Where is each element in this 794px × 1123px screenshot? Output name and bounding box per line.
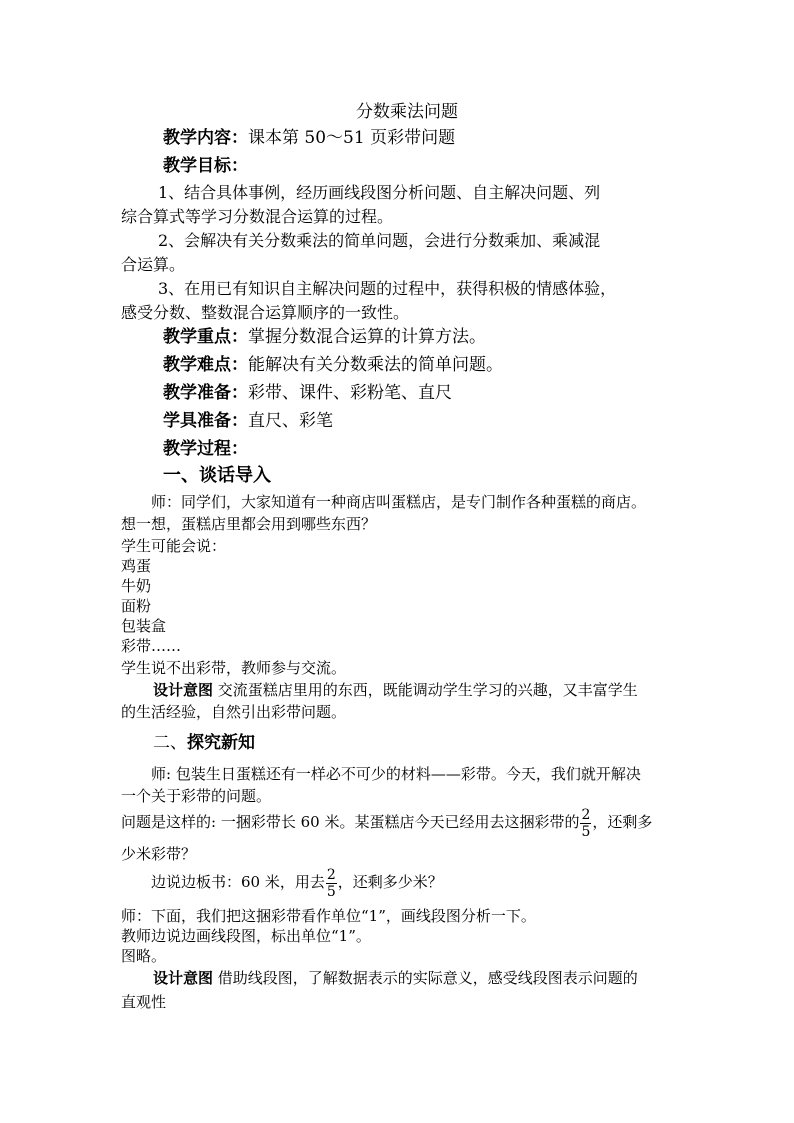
teaching-key-point-text: 掌握分数混合运算的计算方法。 (248, 327, 486, 347)
fraction-numerator: 2 (581, 806, 591, 823)
design-intent-text: 交流蛋糕店里用的东西，既能调动学生学习的兴趣，又丰富学生 (213, 681, 638, 699)
teaching-preparation-label: 教学准备： (163, 383, 248, 403)
fraction-two-fifths (580, 808, 591, 839)
problem-statement-line-1 (121, 804, 652, 842)
teaching-key-point-label: 教学重点： (163, 327, 248, 347)
section-1-heading: 一、谈话导入 (163, 465, 271, 486)
section-2-p1-line-1: 师: 包装生日蛋糕还有一样必不可少的材料——彩带。今天，我们就开解决 (151, 765, 641, 783)
teaching-content-text: 课本第 50～51 页彩带问题 (248, 128, 456, 148)
section-2-number: 二、 (153, 733, 187, 753)
section-1-design-intent-line-2: 的生活经验，自然引出彩带问题。 (121, 703, 347, 721)
fraction-denominator: 5 (326, 883, 336, 900)
section-1-p1-line-2: 想一想，蛋糕店里都会用到哪些东西？ (121, 515, 377, 533)
teaching-process-heading (163, 440, 248, 460)
teaching-goals-label: 教学目标： (163, 156, 248, 176)
teacher-line-2: 教师边说边画线段图，标出单位“1”。 (121, 927, 371, 945)
teaching-difficulty-text: 能解决有关分数乘法的简单问题。 (248, 355, 503, 375)
student-preparation (163, 412, 333, 432)
board-writing (151, 864, 443, 902)
fraction-numerator: 2 (326, 866, 336, 883)
problem-text-b: ，还剩多 (592, 813, 653, 832)
section-1-p1-line-1: 师：同学们，大家知道有一种商店叫蛋糕店，是专门制作各种蛋糕的商店。 (151, 493, 647, 511)
list-item: 彩带…… (121, 637, 182, 655)
list-item: 包装盒 (121, 617, 167, 635)
teaching-difficulty-label: 教学难点： (163, 355, 248, 375)
teaching-content-label: 教学内容： (163, 128, 248, 148)
teaching-difficulty (163, 356, 503, 376)
diagram-omitted: 图略。 (121, 947, 167, 965)
list-item: 牛奶 (121, 577, 152, 595)
list-item: 面粉 (121, 597, 152, 615)
student-preparation-text: 直尺、彩笔 (248, 411, 333, 431)
goal-2-line-2: 合运算。 (121, 255, 186, 274)
students-may-say: 学生可能会说： (121, 537, 227, 555)
fraction-two-fifths (326, 868, 337, 899)
design-intent-label: 设计意图 (153, 681, 214, 699)
page-title: 分数乘法问题 (356, 102, 458, 122)
design-intent-text: 借助线段图，了解数据表示的实际意义，感受线段图表示问题的 (213, 969, 638, 987)
fraction-denominator: 5 (581, 823, 591, 840)
board-text-b: ，还剩多少米？ (337, 873, 443, 892)
list-item: 鸡蛋 (121, 557, 152, 575)
section-2-design-intent-line-2: 直观性 (121, 993, 167, 1011)
goal-1-line-2: 综合算式等学习分数混合运算的过程。 (121, 207, 394, 226)
goal-3-line-2: 感受分数、整数混合运算顺序的一致性。 (121, 303, 410, 322)
teaching-content (163, 129, 455, 149)
teaching-preparation-text: 彩带、课件、彩粉笔、直尺 (248, 383, 452, 403)
teaching-process-label: 教学过程： (163, 439, 248, 459)
section-1-design-intent (153, 682, 638, 699)
goal-2-line-1: 2、会解决有关分数乘法的简单问题，会进行分数乘加、乘减混 (158, 231, 601, 250)
student-preparation-label: 学具准备： (163, 411, 248, 431)
section-2-heading (153, 734, 255, 754)
problem-text-a: 问题是这样的: 一捆彩带长 60 米。某蛋糕店今天已经用去这捆彩带的 (121, 813, 580, 832)
teacher-note: 学生说不出彩带，教师参与交流。 (121, 659, 347, 677)
teaching-preparation (163, 384, 452, 404)
teaching-key-point (163, 328, 486, 348)
section-2-title: 探究新知 (187, 733, 255, 753)
teaching-goals-heading (163, 157, 248, 177)
problem-statement-line-2: 少米彩带？ (121, 845, 197, 863)
goal-1-line-1: 1、结合具体事例，经历画线段图分析问题、自主解决问题、列 (158, 183, 601, 202)
teacher-line-1: 师：下面，我们把这捆彩带看作单位“1”，画线段图分析一下。 (121, 907, 536, 925)
goal-3-line-1: 3、在用已有知识自主解决问题的过程中，获得积极的情感体验， (158, 279, 617, 298)
design-intent-label: 设计意图 (153, 969, 214, 987)
section-2-p1-line-2: 一个关于彩带的问题。 (121, 787, 272, 805)
section-2-design-intent (153, 970, 638, 987)
board-text-a: 边说边板书：60 米，用去 (151, 873, 325, 892)
